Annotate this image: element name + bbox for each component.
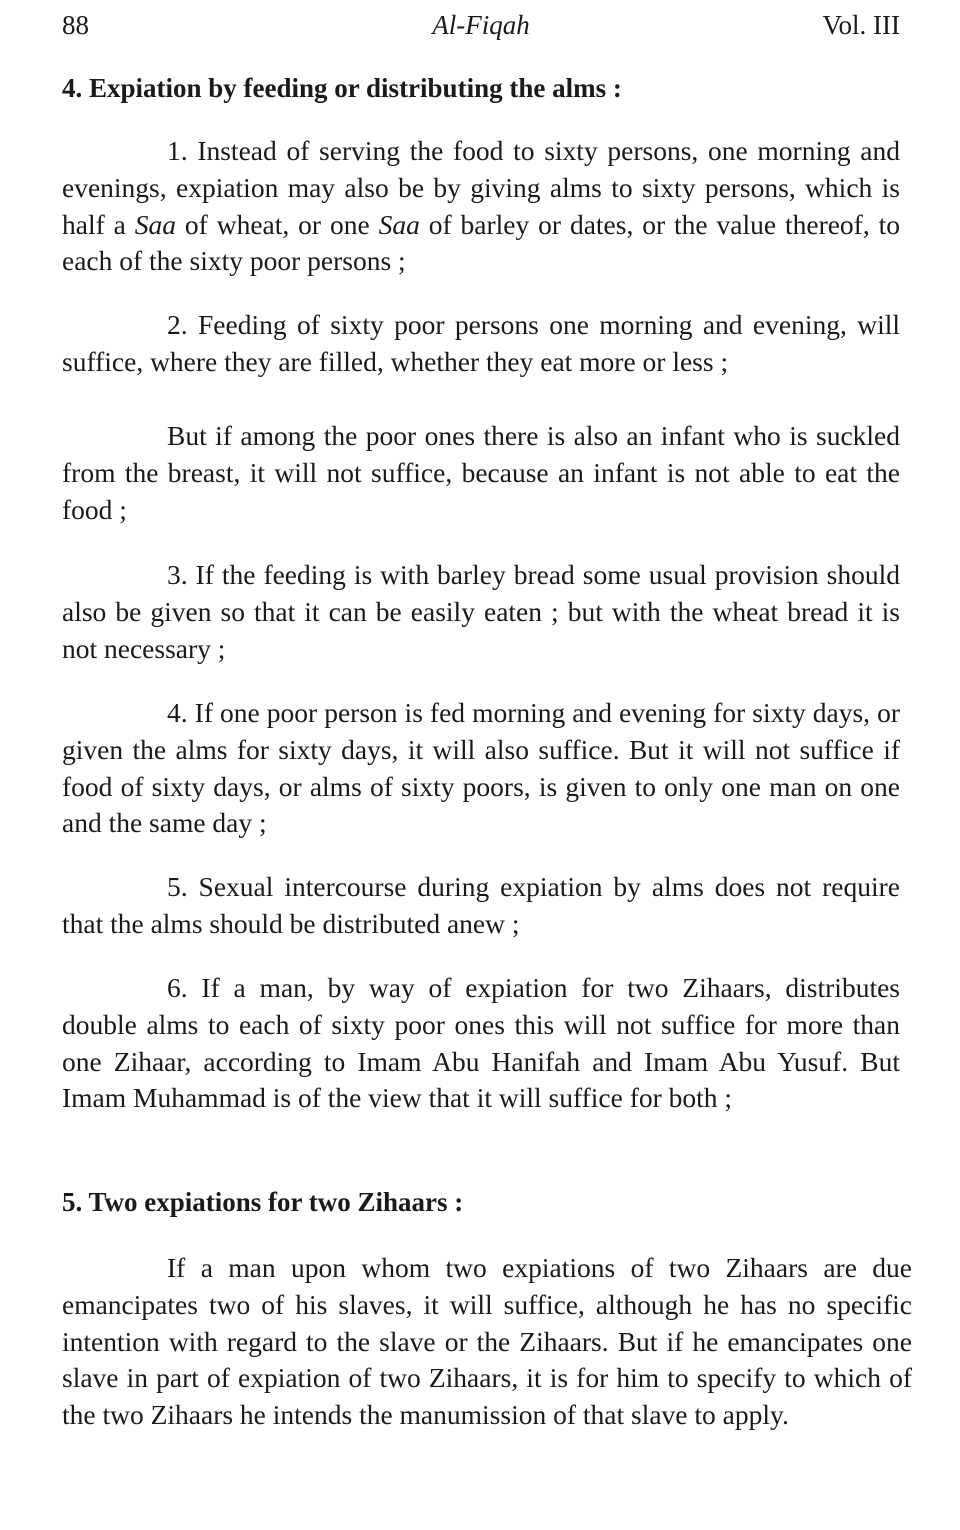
section-4-paragraph-3: 3. If the feeding is with barley bread some usual provision should also be given so that it can be easily eaten ; but with the wheat bread it is not necessary ;	[62, 559, 900, 664]
section-4-paragraph-2: 2. Feeding of sixty poor persons one morning and evening, will suffice, where they are filled, whether they eat more or less ;	[62, 309, 900, 377]
section-4-paragraph-5: 5. Sexual intercourse during expiation by alms does not require that the alms should be distributed anew ;	[62, 871, 900, 939]
section-5-heading: 5. Two expiations for two Zihaars :	[62, 1187, 464, 1217]
section-4-paragraph-6: 6. If a man, by way of expiation for two Zihaars, distributes double alms to each of sixty poor ones this will not suffice for more than one Zihaar, according to Imam Abu Hanifah and Imam Abu Yusuf. But Imam Muhammad is of the view that it will suffice for both ;	[62, 972, 900, 1114]
book-title: Al-Fiqah	[432, 10, 530, 40]
page-number: 88	[62, 10, 89, 40]
section-4-heading: 4. Expiation by feeding or distributing the alms :	[62, 73, 622, 103]
section-4-paragraph-1: 1. Instead of serving the food to sixty persons, one morning and evenings, expiation may also be by giving alms to sixty persons, which is half a Saa of wheat, or one Saa of barley or dates, or the value thereof, to each of the sixty poor persons ;	[62, 135, 901, 277]
volume-label: Vol. III	[822, 10, 900, 40]
running-header	[62, 8, 900, 42]
section-4-paragraph-2-continued: But if among the poor ones there is also an infant who is suckled from the breast, it will not suffice, because an infant is not able to eat the food ;	[62, 420, 900, 525]
section-4-paragraph-4: 4. If one poor person is fed morning and evening for sixty days, or given the alms for sixty days, it will also suffice. But it will not suffice if food of sixty days, or alms of sixty poors, is given to only one man on one and the same day ;	[62, 697, 900, 839]
section-5-paragraph-1: If a man upon whom two expiations of two Zihaars are due emancipates two of his slaves, it will suffice, although he has no specific intention with regard to the slave or the Zihaars. But if he emancipates one slave in part of expiation of two Zihaars, it is for him to specify to which of the two Zihaars he intends the manumission of that slave to apply.	[62, 1252, 912, 1431]
